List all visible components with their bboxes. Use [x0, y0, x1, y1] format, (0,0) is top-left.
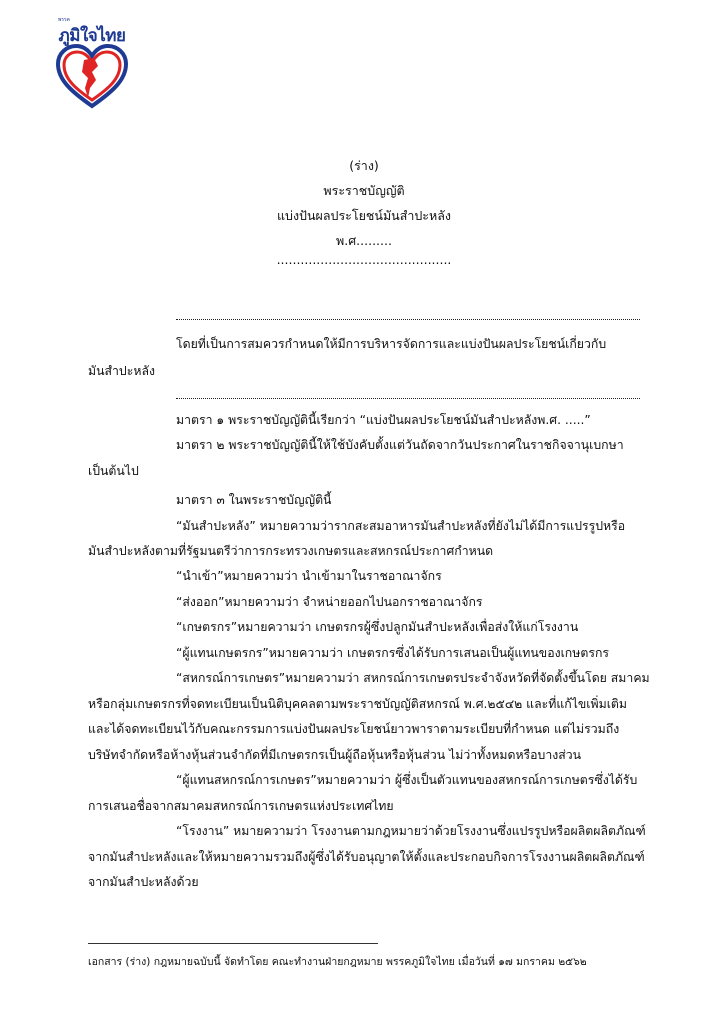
footer-note: เอกสาร (ร่าง) กฎหมายฉบับนี้ จัดทำโดย คณะทำงานฝ่ายกฎหมาย พรรคภูมิใจไทย เมื่อวันที่ ๑๗ มกราคม ๒๕๖๒ — [88, 956, 587, 968]
definition-line: “ผู้แทนสหกรณ์การเกษตร”หมายความว่า ผู้ซึ่งเป็นตัวแทนของสหกรณ์การเกษตรซึ่งได้รับ — [176, 773, 638, 787]
section-3: มาตรา ๓ ในพระราชบัญญัตินี้ — [176, 493, 332, 507]
definition-line: “ผู้แทนเกษตรกร”หมายความว่า เกษตรกรซึ่งได้รับการเสนอเป็นผู้แทนของเกษตรกร — [176, 646, 609, 660]
definition-line: บริษัทจำกัดหรือห้างหุ้นส่วนจำกัดที่มีเกษตรกรเป็นผู้ถือหุ้นหรือหุ้นส่วน ไม่ว่าทั้งหมดหรือบางส่วน — [88, 748, 582, 762]
logo-name: ภูมิใจไทย — [58, 26, 126, 46]
draft-label: (ร่าง) — [349, 158, 379, 173]
header-dots: ............................................ — [276, 252, 452, 267]
definition-line: “เกษตรกร”หมายความว่า เกษตรกรผู้ซึ่งปลูกมันสำปะหลังเพื่อส่งให้แก่โรงงาน — [176, 620, 579, 634]
party-logo — [52, 14, 132, 110]
section-2: มาตรา ๒ พระราชบัญญัตินี้ให้ใช้บังคับตั้งแต่วันถัดจากวันประกาศในราชกิจจานุเบกษา — [176, 438, 624, 452]
section-dotted-rule — [176, 398, 640, 399]
heart-map-icon — [54, 44, 130, 110]
section-1: มาตรา ๑ พระราชบัญญัตินี้เรียกว่า “แบ่งปันผลประโยชน์มันสำปะหลังพ.ศ. .....” — [176, 413, 591, 427]
logo-tagline: พรรค — [58, 17, 71, 23]
definition-line: “มันสำปะหลัง” หมายความว่ารากสะสมอาหารมันสำปะหลังที่ยังไม่ได้มีการแปรรูปหรือ — [176, 519, 626, 533]
definition-line: การเสนอชื่อจากสมาคมสหกรณ์การเกษตรแห่งประเทศไทย — [88, 799, 394, 813]
preamble-line: มันสำปะหลัง — [88, 364, 155, 378]
footer-rule — [88, 943, 378, 944]
definition-line: จากมันสำปะหลังและให้หมายความรวมถึงผู้ซึ่งได้รับอนุญาตให้ตั้งและประกอบกิจการโรงงานผลิตผลิตภัณฑ์ — [88, 850, 645, 864]
definition-line: หรือกลุ่มเกษตรกรที่จดทะเบียนเป็นนิติบุคคลตามพระราชบัญญัติสหกรณ์ พ.ศ.๒๕๔๒ และที่แก้ไขเพิ่มเติม — [88, 697, 628, 711]
page-title: แบ่งปันผลประโยชน์มันสำปะหลัง — [276, 208, 452, 223]
act-label: พระราชบัญญัติ — [323, 183, 405, 198]
definition-line: “นำเข้า”หมายความว่า นำเข้ามาในราชอาณาจักร — [176, 569, 442, 583]
preamble-line: โดยที่เป็นการสมควรกำหนดให้มีการบริหารจัดการและแบ่งปันผลประโยชน์เกี่ยวกับ — [176, 337, 607, 351]
definition-line: “สหกรณ์การเกษตร”หมายความว่า สหกรณ์การเกษตรประจำจังหวัดที่จัดตั้งขึ้นโดย สมาคม — [176, 671, 650, 685]
definition-line: และได้จดทะเบียนไว้กับคณะกรรมการแบ่งปันผลประโยชน์ยาวพาราตามระเบียบที่กำหนด แต่ไม่รวมถึง — [88, 722, 620, 736]
section-2-cont: เป็นต้นไป — [88, 464, 139, 478]
definition-line: “โรงงาน” หมายความว่า โรงงานตามกฎหมายว่าด้วยโรงงานซึ่งแปรรูปหรือผลิตผลิตภัณฑ์ — [176, 824, 646, 838]
year-label: พ.ศ......... — [336, 233, 392, 248]
definition-line: จากมันสำปะหลังด้วย — [88, 875, 199, 889]
definition-line: “ส่งออก”หมายความว่า จำหน่ายออกไปนอกราชอาณาจักร — [176, 595, 483, 609]
preamble-dotted-rule — [176, 319, 640, 320]
definition-line: มันสำปะหลังตามที่รัฐมนตรีว่าการกระทรวงเกษตรและสหกรณ์ประกาศกำหนด — [88, 544, 494, 558]
